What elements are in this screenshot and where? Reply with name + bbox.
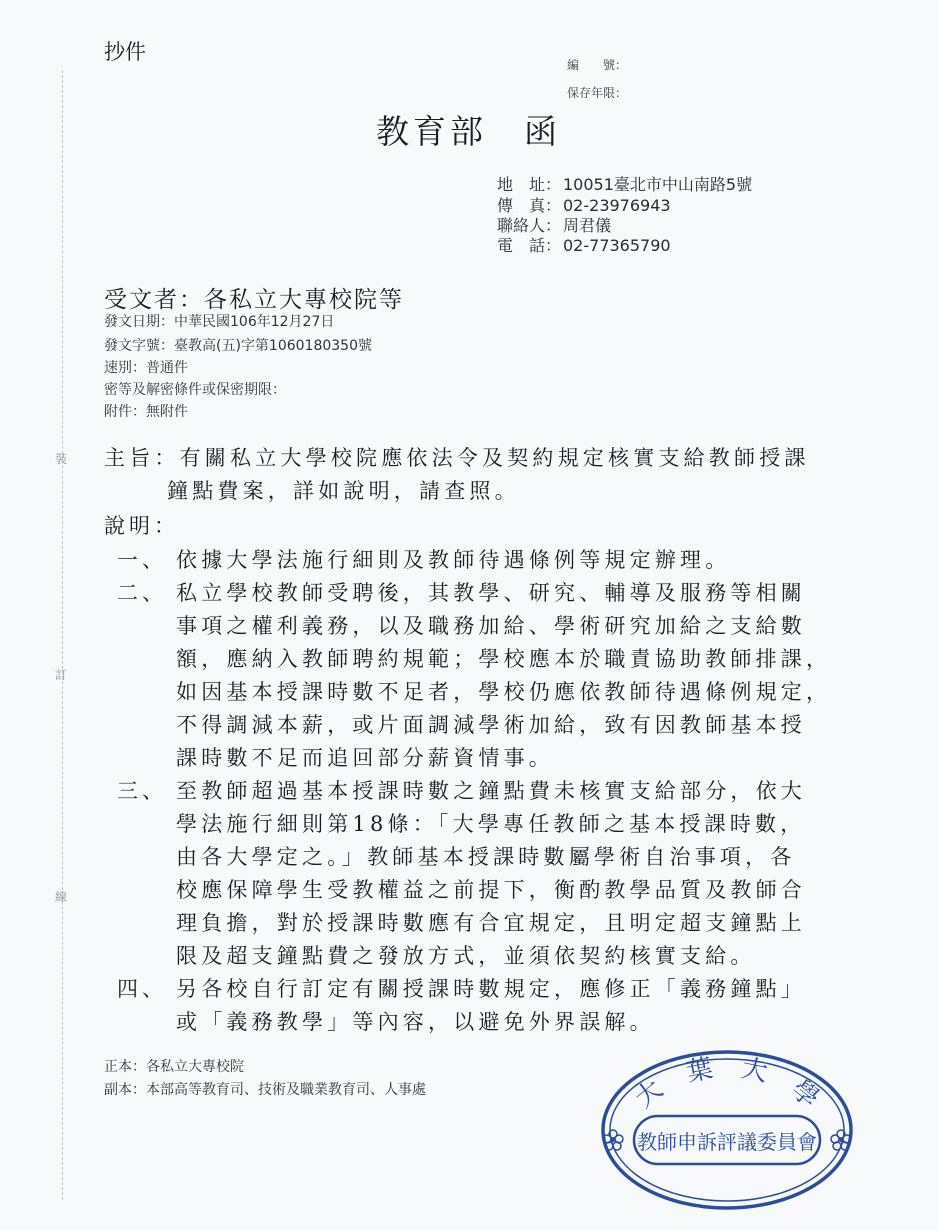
- binding-mark: 線: [55, 890, 68, 904]
- item-line: 私立學校教師受聘後，其教學、研究、輔導及服務等相關: [176, 581, 806, 605]
- item-line: 限及超支鐘點費之發放方式，並須依契約核實支給。: [176, 944, 756, 968]
- retention-period-label: 保存年限：: [567, 86, 628, 100]
- item-line: 不得調減本薪，或片面調減學術加給，致有因教師基本授: [176, 713, 806, 737]
- contact-value: 10051臺北市中山南路5號: [563, 175, 753, 194]
- item-line: 或「義務教學」等內容，以避免外界誤解。: [176, 1010, 655, 1034]
- contact-label: 聯絡人：: [497, 216, 562, 235]
- copy-recipients: 副本：本部高等教育司、技術及職業教育司、人事處: [104, 1082, 426, 1098]
- item-number: 二、: [117, 581, 167, 605]
- item-number: 一、: [117, 548, 167, 572]
- item-line: 事項之權利義務，以及職務加給、學術研究加給之支給數: [176, 614, 806, 638]
- item-line: 至教師超過基本授課時數之鐘點費未核實支給部分，依大: [176, 779, 806, 803]
- item-line: 依據大學法施行細則及教師待遇條例等規定辦理。: [176, 548, 731, 572]
- contact-value: 周君儀: [563, 216, 612, 235]
- item-line: 另各校自行訂定有關授課時數規定，應修正「義務鐘點」: [176, 977, 806, 1001]
- item-line: 學法施行細則第18條：「大學專任教師之基本授課時數，: [176, 812, 806, 836]
- committee-seal: [596, 1040, 858, 1212]
- item-line: 如因基本授課時數不足者，學校仍應依教師待遇條例規定，: [176, 680, 832, 704]
- seal-center-text: 教師申訴評議委員會: [637, 1130, 817, 1154]
- binding-mark: 裝: [55, 452, 68, 466]
- confidentiality: 密等及解密條件或保密期限：: [104, 382, 286, 398]
- contact-label: 地 址：: [497, 175, 562, 194]
- issue-date: 發文日期：中華民國106年12月27日: [104, 314, 335, 330]
- document-title: 教育部 函: [376, 112, 561, 151]
- recipient: 受文者：各私立大專校院等: [104, 287, 404, 313]
- binding-mark: 訂: [55, 668, 68, 682]
- document-number: 發文字號：臺教高(五)字第1060180350號: [104, 338, 372, 354]
- contact-value: 02-77365790: [563, 236, 671, 255]
- item-line: 課時數不足而追回部分薪資情事。: [176, 746, 554, 770]
- subject-line-2: 鐘點費案，詳如說明，請查照。: [167, 479, 520, 503]
- binding-margin-line: [62, 70, 63, 1200]
- item-number: 四、: [117, 977, 167, 1001]
- item-number: 三、: [117, 779, 167, 803]
- contact-label: 電 話：: [497, 236, 562, 255]
- item-line: 額，應納入教師聘約規範；學校應本於職責協助教師排課，: [176, 647, 832, 671]
- contact-phone: [497, 233, 671, 256]
- contact-value: 02-23976943: [563, 196, 671, 215]
- original-recipient: 正本：各私立大專校院: [104, 1059, 244, 1075]
- subject-line-1: 主旨：有關私立大學校院應依法令及契約規定核實支給教師授課: [104, 446, 810, 470]
- seal-arc-text: 大 葉 大 學: [629, 1053, 825, 1115]
- item-line: 校應保障學生受教權益之前提下，衡酌教學品質及教師合: [176, 878, 806, 902]
- item-line: 理負擔，對於授課時數應有合宜規定，且明定超支鐘點上: [176, 911, 806, 935]
- contact-address: [497, 172, 752, 195]
- copy-mark: 抄件: [104, 40, 146, 64]
- attachment: 附件：無附件: [104, 404, 188, 420]
- explanation-heading: 說明：: [104, 514, 179, 538]
- serial-number-label: 編 號：: [567, 58, 628, 72]
- item-line: 由各大學定之。」教師基本授課時數屬學術自治事項，各: [176, 845, 796, 869]
- contact-label: 傳 真：: [497, 196, 562, 215]
- delivery-speed: 速別：普通件: [104, 360, 188, 376]
